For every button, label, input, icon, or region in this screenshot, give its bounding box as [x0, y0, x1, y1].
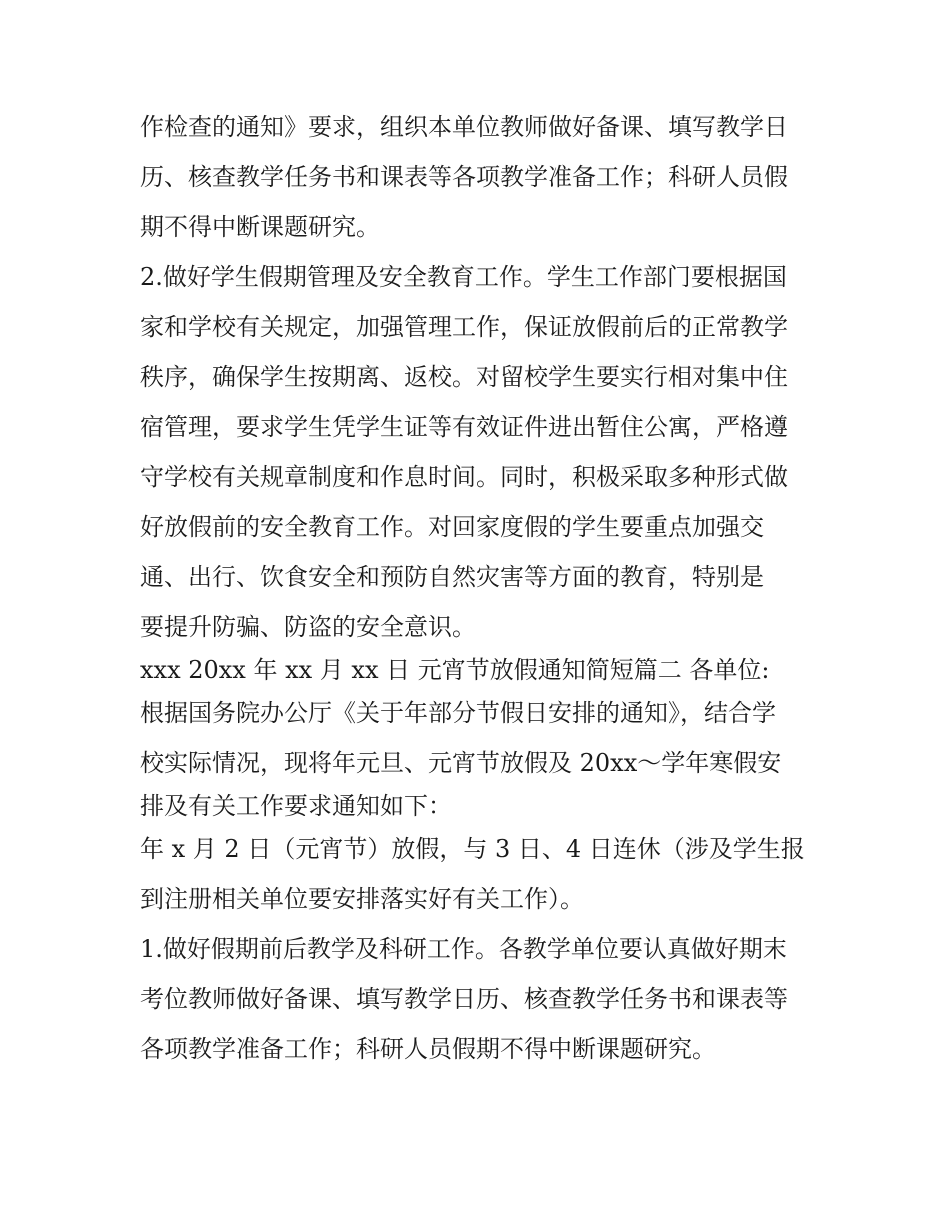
text-line: 年 x 月 2 日（元宵节）放假，与 3 日、4 日连休（涉及学生报	[140, 835, 805, 863]
text-line: 各项教学准备工作；科研人员假期不得中断课题研究。	[140, 1035, 716, 1063]
text-line: 秩序，确保学生按期离、返校。对留校学生要实行相对集中住	[140, 363, 788, 391]
text-line: 要提升防骗、防盗的安全意识。	[140, 613, 476, 641]
text-line: 1.做好假期前后教学及科研工作。各教学单位要认真做好期末	[140, 935, 787, 963]
text-line: 作检查的通知》要求，组织本单位教师做好备课、填写教学日	[140, 113, 788, 141]
text-line: 好放假前的安全教育工作。对回家度假的学生要重点加强交	[140, 513, 764, 541]
text-line: 排及有关工作要求通知如下：	[140, 792, 452, 820]
text-line: 考位教师做好备课、填写教学日历、核查教学任务书和课表等	[140, 985, 788, 1013]
text-line: 到注册相关单位要安排落实好有关工作）。	[140, 885, 584, 913]
text-line: 家和学校有关规定，加强管理工作，保证放假前后的正常教学	[140, 313, 788, 341]
document-body	[140, 102, 820, 1074]
text-line: 校实际情况，现将年元旦、元宵节放假及 20xx～学年寒假安	[140, 749, 782, 777]
text-line: 守学校有关规章制度和作息时间。同时，积极采取多种形式做	[140, 463, 788, 491]
text-line: 2.做好学生假期管理及安全教育工作。学生工作部门要根据国	[140, 263, 787, 291]
text-line: 历、核查教学任务书和课表等各项教学准备工作；科研人员假	[140, 163, 788, 191]
text-line: 通、出行、饮食安全和预防自然灾害等方面的教育，特别是	[140, 563, 764, 591]
text-line: 期不得中断课题研究。	[140, 213, 380, 241]
text-line: xxx 20xx 年 xx 月 xx 日 元宵节放假通知简短篇二 各单位:	[140, 656, 770, 684]
text-line: 根据国务院办公厅《关于年部分节假日安排的通知》，结合学	[140, 699, 776, 727]
text-line: 宿管理，要求学生凭学生证等有效证件进出暂住公寓，严格遵	[140, 413, 788, 441]
